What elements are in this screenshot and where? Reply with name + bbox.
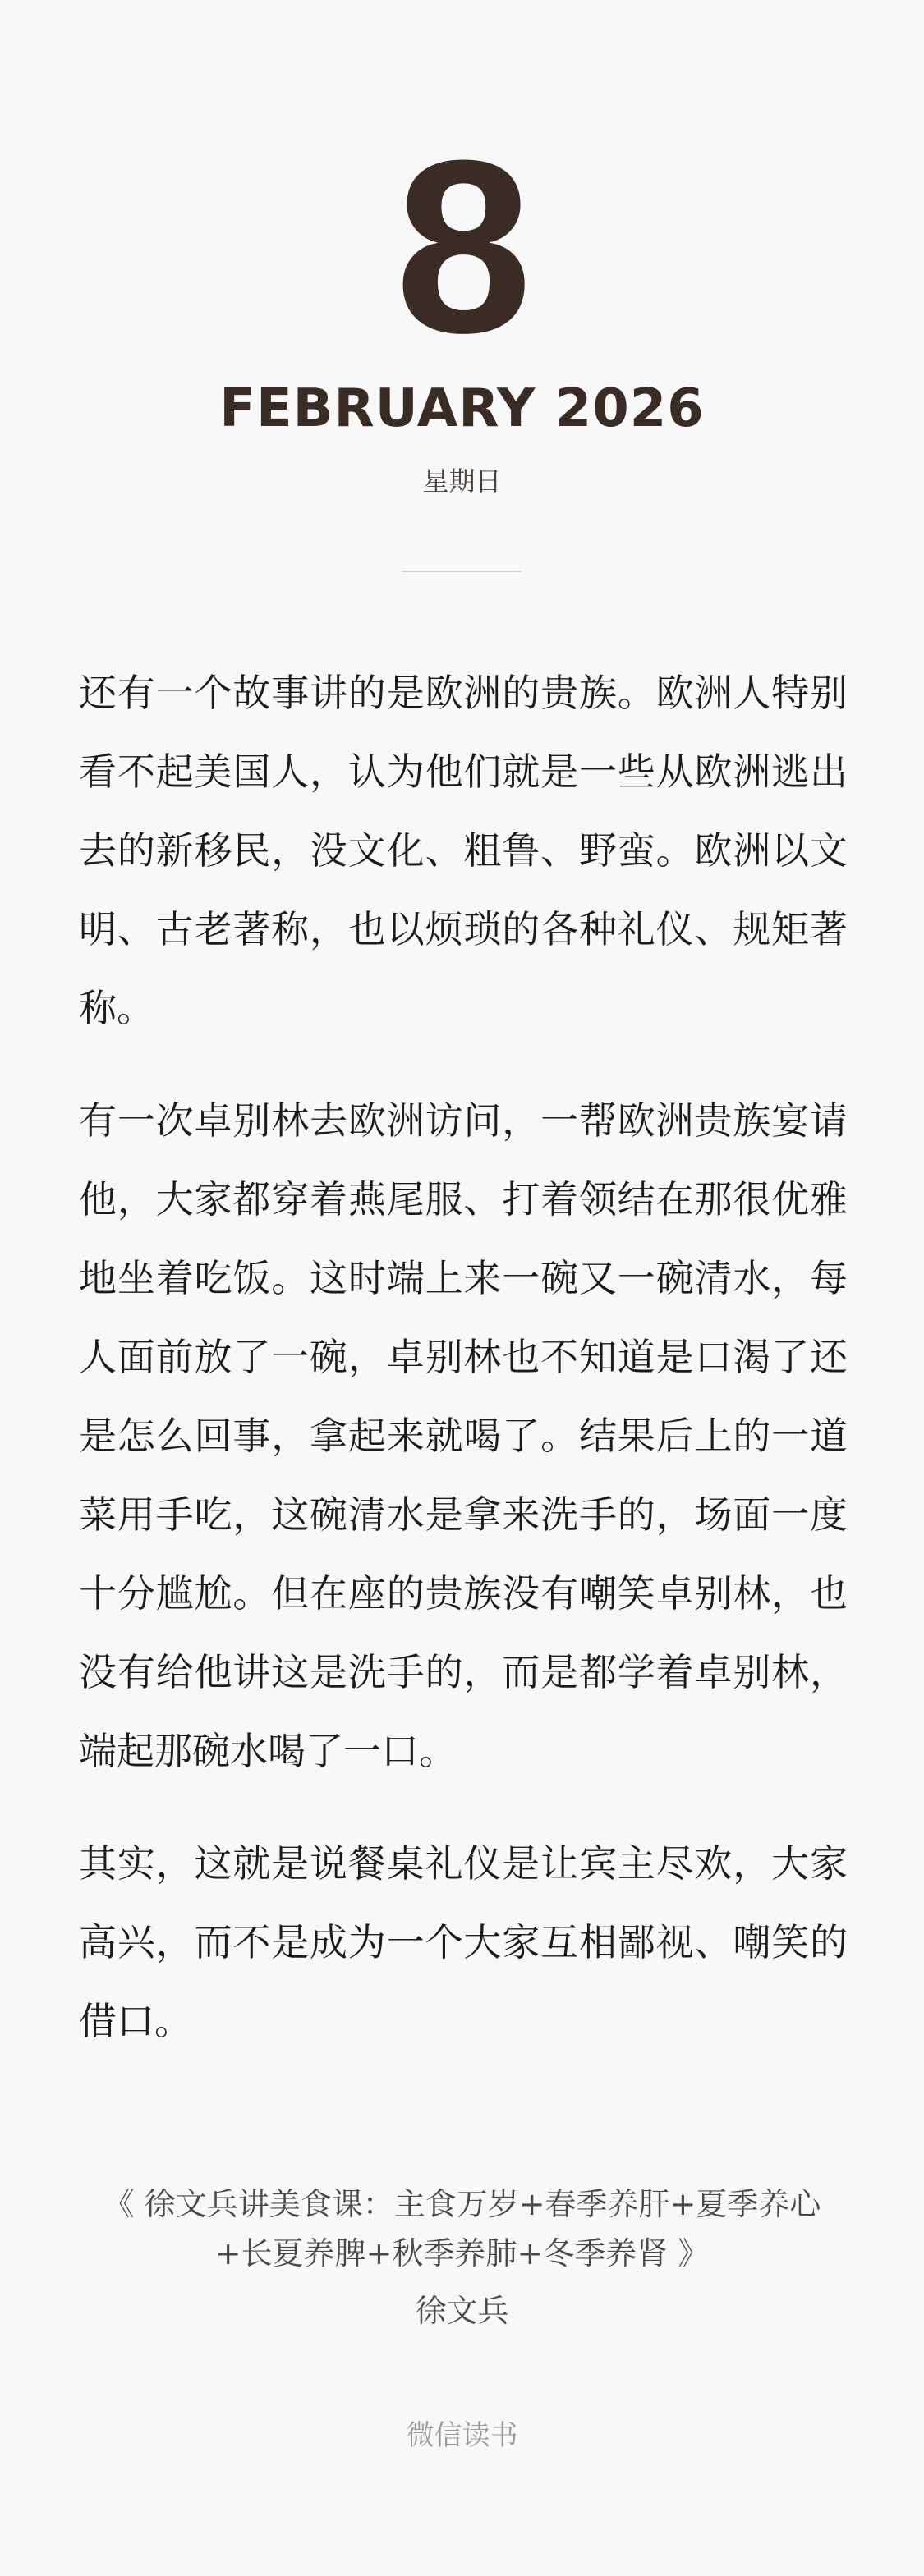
month-year: FEBRUARY 2026 [219, 378, 705, 439]
divider [402, 571, 522, 572]
excerpt-paragraph: 有一次卓别林去欧洲访问，一帮欧洲贵族宴请他，大家都穿着燕尾服、打着领结在那很优雅地坐着吃饭。这时端上来一碗又一碗清水，每人面前放了一碗，卓别林也不知道是口渴了还是怎么回事，拿起来就喝了。结果后上的一道菜用手吃，这碗清水是拿来洗手的，场面一度十分尴尬。但在座的贵族没有嘲笑卓别林，也没有给他讲这是洗手的，而是都学着卓别林，端起那碗水喝了一口。 [79, 1098, 848, 1773]
weekday: 星期日 [422, 465, 502, 497]
excerpt-body [79, 653, 848, 2094]
excerpt-paragraph: 其实，这就是说餐桌礼仪是让宾主尽欢，大家高兴，而不是成为一个大家互相鄙视、嘲笑的借口。 [79, 1841, 848, 2043]
source-label: 微信读书 [406, 2419, 518, 2452]
book-title: 《 徐文兵讲美食课：主食万岁+春季养肝+夏季养心+长夏养脾+秋季养肺+冬季养肾 》 [103, 2186, 821, 2271]
day-number: 8 [395, 108, 529, 384]
book-author: 徐文兵 [415, 2293, 509, 2329]
excerpt-paragraph: 还有一个故事讲的是欧洲的贵族。欧洲人特别看不起美国人，认为他们就是一些从欧洲逃出去的新移民，没文化、粗鲁、野蛮。欧洲以文明、古老著称，也以烦琐的各种礼仪、规矩著称。 [79, 671, 848, 1030]
date-header [0, 108, 924, 497]
